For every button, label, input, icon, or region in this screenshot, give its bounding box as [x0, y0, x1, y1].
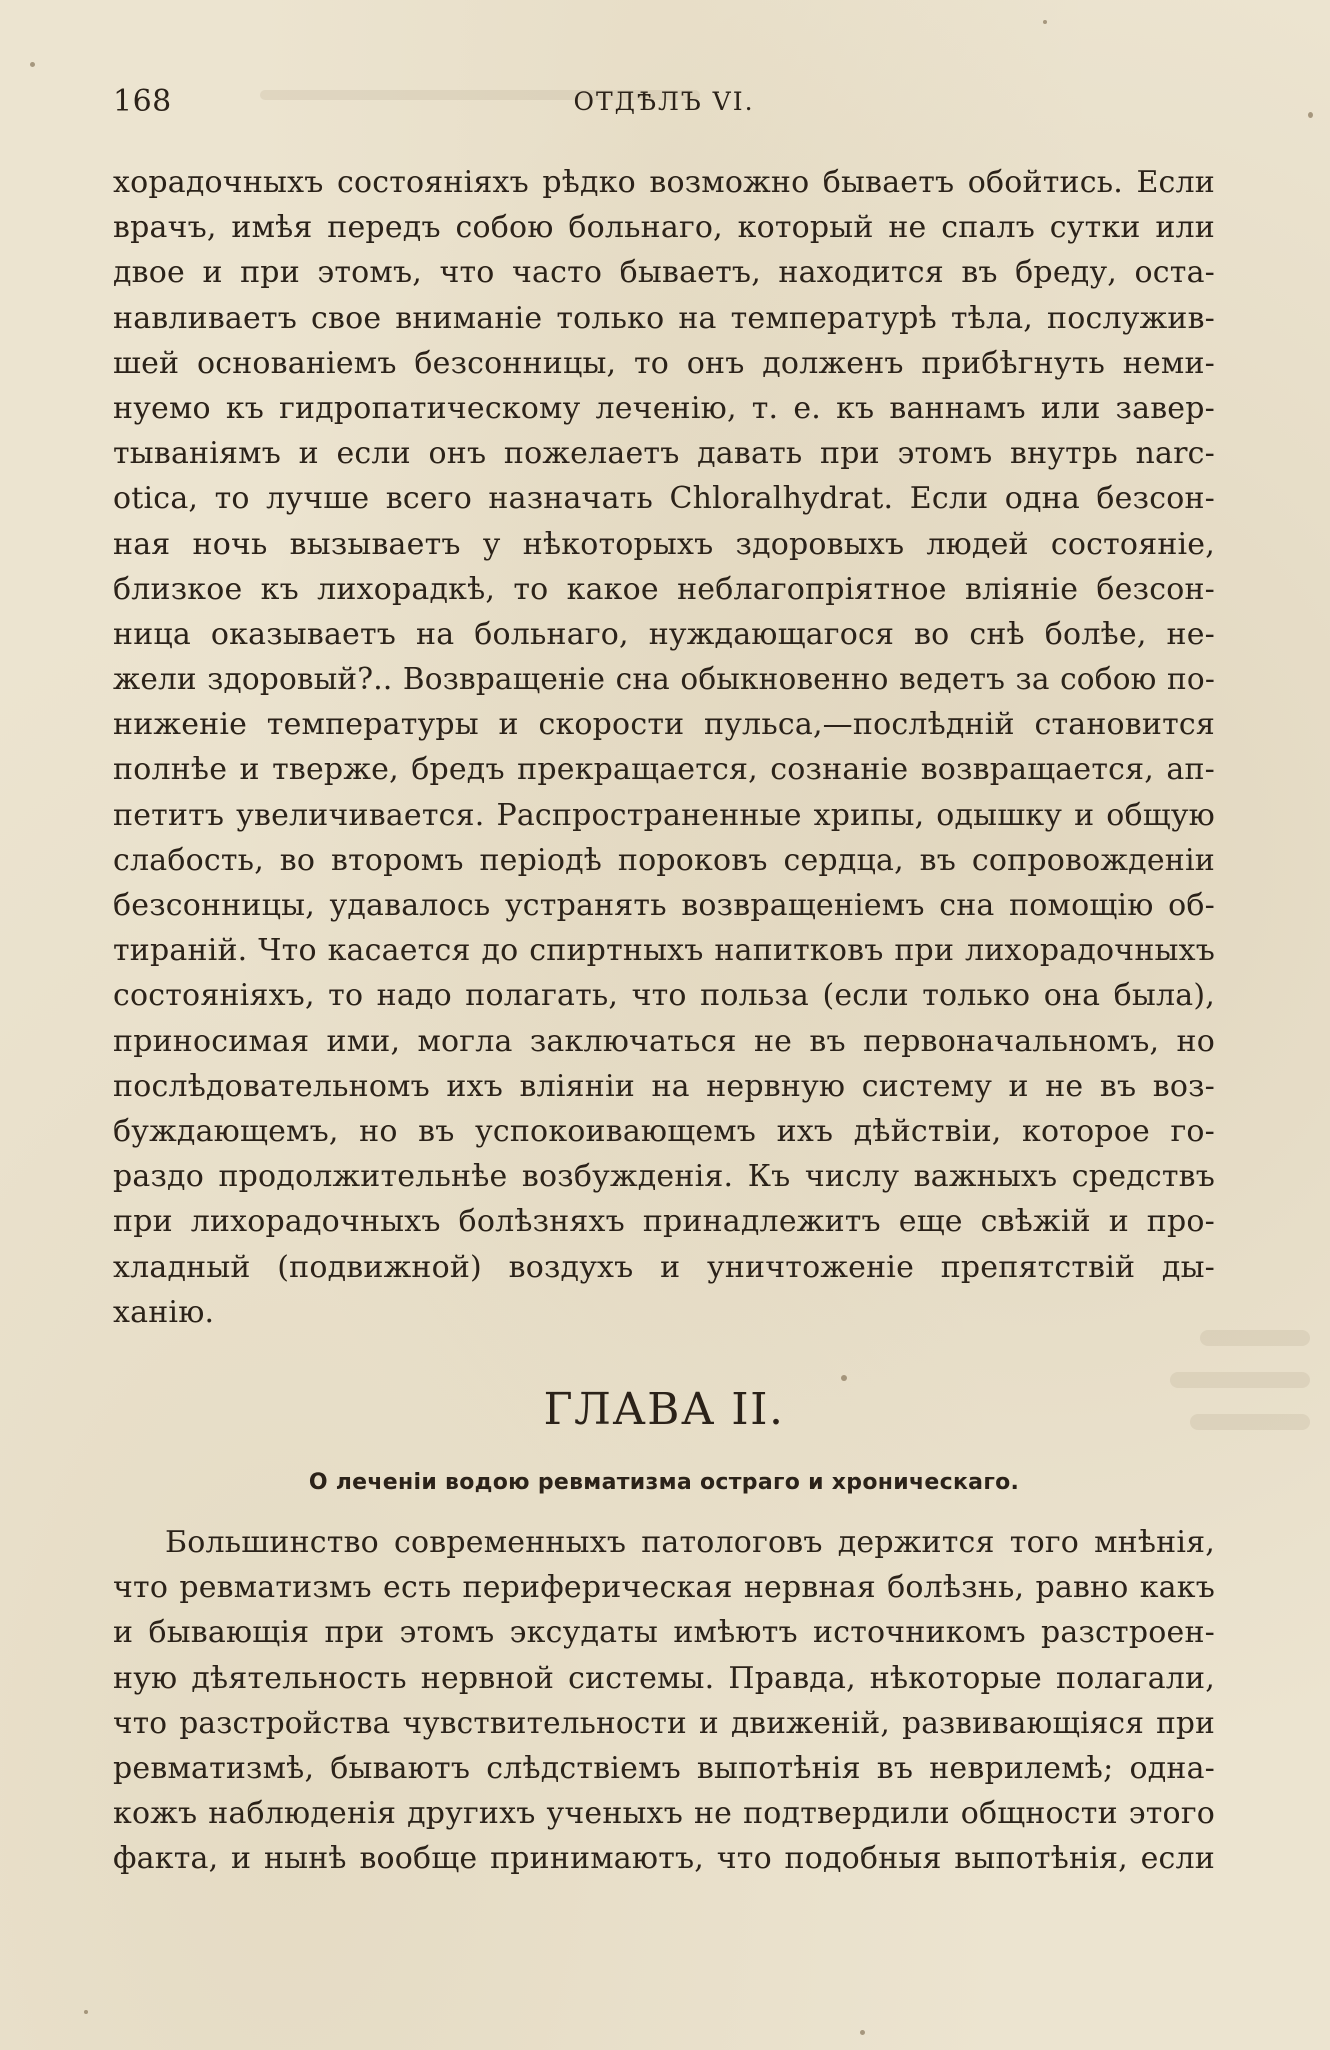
text-line: и бывающiя при этомъ эксудаты имѣютъ источникомъ разстроен- — [113, 1615, 1215, 1651]
paper-speck — [1043, 20, 1047, 24]
body-paragraph — [113, 1520, 1215, 1882]
text-line: ница оказываетъ на больнаго, нуждающагося во снѣ болѣе, не- — [113, 616, 1215, 652]
text-line: ная ночь вызываетъ у нѣкоторыхъ здоровыхъ людей состоянiе, — [113, 526, 1215, 562]
text-line: близкое къ лихорадкѣ, то какое неблагопрiятное влiянiе безсон- — [113, 571, 1215, 607]
text-line: шей основанiемъ безсонницы, то онъ долженъ прибѣгнуть неми- — [113, 345, 1215, 381]
text-line: хладный (подвижной) воздухъ и уничтоженiе препятствiй ды- — [113, 1249, 1215, 1285]
text-line: нуемо къ гидропатическому леченiю, т. е. къ ваннамъ или завер- — [113, 390, 1215, 426]
text-line: полнѣе и тверже, бредъ прекращается, сознанiе возвращается, ап- — [113, 752, 1215, 788]
paper-speck — [1308, 112, 1313, 118]
text-line: раздо продолжительнѣе возбужденiя. Къ числу важныхъ средствъ — [113, 1159, 1215, 1195]
text-line: навливаетъ свое вниманiе только на температурѣ тѣла, послужив- — [113, 300, 1215, 336]
text-line: буждающемъ, но въ успокоивающемъ ихъ дѣйствiи, которое го- — [113, 1113, 1215, 1149]
bleed-through — [1200, 1330, 1310, 1346]
chapter-heading: ГЛАВА II. — [543, 1384, 785, 1435]
text-line: тыванiямъ и если онъ пожелаетъ давать при этомъ внутрь narc- — [113, 436, 1215, 472]
running-head: ОТДѢЛЪ VI. — [573, 87, 755, 116]
chapter-subtitle: О леченiи водою ревматизма остраго и хроническаго. — [308, 1470, 1020, 1495]
text-line: факта, и нынѣ вообще принимаютъ, что подобныя выпотѣнiя, если — [113, 1841, 1215, 1877]
body-paragraph — [113, 160, 1215, 1335]
text-line: otica, то лучше всего назначать Chloralhydrat. Если одна безсон- — [113, 481, 1215, 517]
text-line: что разстройства чувствительности и движенiй, развивающiяся при — [113, 1705, 1215, 1740]
text-line: тиранiй. Что касается до спиртныхъ напитковъ при лихорадочныхъ — [113, 933, 1215, 969]
paper-speck — [860, 2030, 865, 2035]
text-line: послѣдовательномъ ихъ влiянiи на нервную систему и не въ воз- — [113, 1068, 1215, 1104]
text-line: приносимая ими, могла заключаться не въ первоначальномъ, но — [113, 1023, 1215, 1059]
text-line: Большинство современныхъ патологовъ держится того мнѣнiя, — [165, 1525, 1215, 1560]
text-line: безсонницы, удавалось устранять возвращенiемъ сна помощiю об- — [113, 888, 1215, 923]
text-line: петитъ увеличивается. Распространенные хрипы, одышку и общую — [113, 797, 1215, 833]
page-header — [113, 82, 1215, 122]
text-line: хорадочныхъ состоянiяхъ рѣдко возможно бываетъ обойтись. Если — [113, 165, 1215, 200]
text-line: ханiю. — [113, 1294, 215, 1330]
text-line: ревматизмѣ, бываютъ слѣдствiемъ выпотѣнiя въ неврилемѣ; одна- — [113, 1750, 1215, 1786]
text-line: слабость, во второмъ перiодѣ пороковъ сердца, въ сопровожденiи — [113, 842, 1215, 878]
text-line: жели здоровый?.. Возвращенiе сна обыкновенно ведетъ за собою по- — [113, 662, 1215, 697]
text-line: что ревматизмъ есть периферическая нервная болѣзнь, равно какъ — [113, 1570, 1215, 1606]
text-line: при лихорадочныхъ болѣзняхъ принадлежитъ еще свѣжiй и про- — [113, 1204, 1215, 1240]
paper-speck — [84, 2010, 88, 2014]
text-line: состоянiяхъ, то надо полагать, что польза (если только она была), — [113, 978, 1215, 1014]
paper-speck — [30, 62, 35, 67]
text-line: двое и при этомъ, что часто бываетъ, находится въ бреду, оста- — [113, 255, 1215, 291]
text-line: врачъ, имѣя передъ собою больнаго, который не спалъ сутки или — [113, 210, 1215, 246]
paper-speck — [841, 1375, 847, 1381]
page-number: 168 — [113, 84, 172, 119]
text-line: ную дѣятельность нервной системы. Правда, нѣкоторые полагали, — [113, 1660, 1215, 1696]
text-line: ниженiе температуры и скорости пульса,—послѣднiй становится — [113, 707, 1215, 743]
text-line: кожъ наблюденiя другихъ ученыхъ не подтвердили общности этого — [113, 1796, 1215, 1832]
